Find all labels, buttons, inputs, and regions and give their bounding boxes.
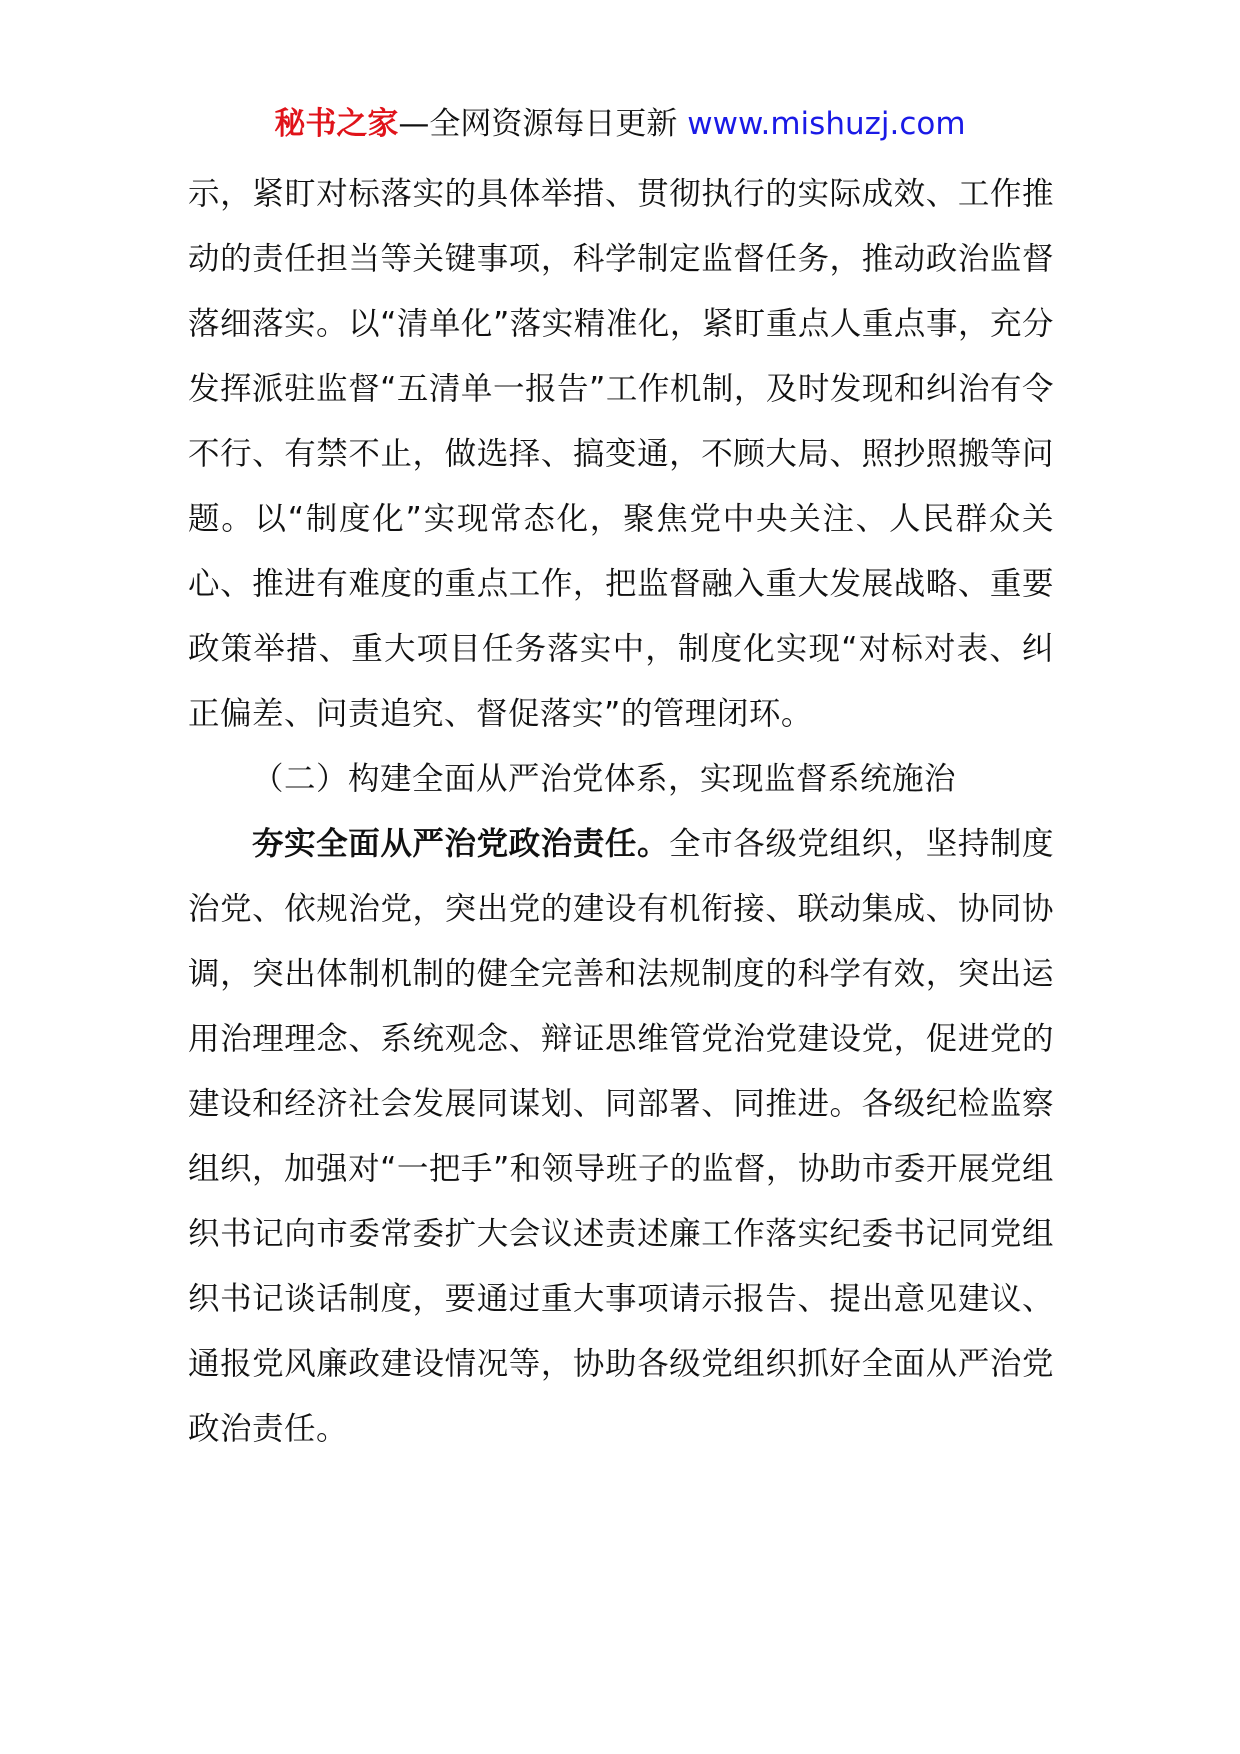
site-header <box>0 102 1240 146</box>
document-body <box>188 162 1054 1462</box>
paragraph-1: 示，紧盯对标落实的具体举措、贯彻执行的实际成效、工作推动的责任担当等关键事项，科学制定监督任务，推动政治监督落细落实。以“清单化”落实精准化，紧盯重点人重点事，充分发挥派驻监督“五清单一报告”工作机制，及时发现和纠治有令不行、有禁不止，做选择、搞变通，不顾大局、照抄照搬等问题。以“制度化”实现常态化，聚焦党中央关注、人民群众关心、推进有难度的重点工作，把监督融入重大发展战略、重要政策举措、重大项目任务落实中，制度化实现“对标对表、纠正偏差、问责追究、督促落实”的管理闭环。 <box>188 176 1054 732</box>
site-brand: 秘书之家 <box>274 106 399 142</box>
paragraph-2-lead: 夯实全面从严治党政治责任。 <box>252 826 670 862</box>
site-tagline: —全网资源每日更新 <box>398 106 688 142</box>
site-url-link[interactable]: www.mishuzj.com <box>687 106 966 142</box>
paragraph-2-text: 全市各级党组织，坚持制度治党、依规治党，突出党的建设有机衔接、联动集成、协同协调，突出体制机制的健全完善和法规制度的科学有效，突出运用治理理念、系统观念、辩证思维管党治党建设党，促进党的建设和经济社会发展同谋划、同部署、同推进。各级纪检监察组织，加强对“一把手”和领导班子的监督，协助市委开展党组织书记向市委常委扩大会议述责述廉工作落实纪委书记同党组织书记谈话制度，要通过重大事项请示报告、提出意见建议、通报党风廉政建设情况等，协助各级党组织抓好全面从严治党政治责任。 <box>188 826 1054 1447</box>
section-subheading: （二）构建全面从严治党体系，实现监督系统施治 <box>252 761 957 797</box>
paragraph-2 <box>188 812 1054 1462</box>
